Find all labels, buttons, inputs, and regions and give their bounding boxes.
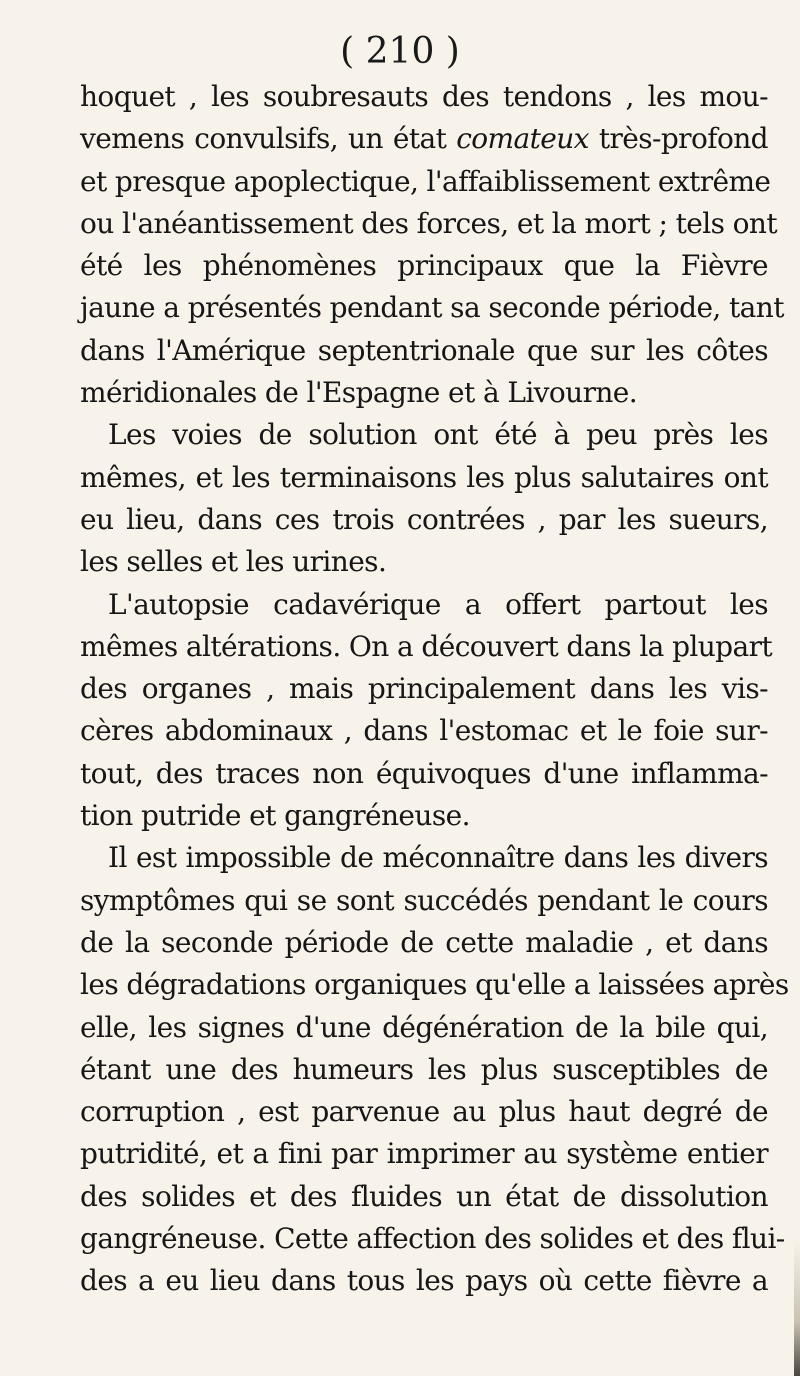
text-line: étant une des humeurs les plus susceptibles de (80, 1052, 768, 1086)
paragraph-start-line: Les voies de solution ont été à peu près les (108, 418, 768, 452)
text-line: ou l'anéantissement des forces, et la mort ; tels ont (80, 206, 778, 240)
paragraph-end-line: les selles et les urines. (80, 545, 387, 579)
italic-term: comateux (456, 122, 589, 156)
text-line: des organes , mais principalement dans les vis- (80, 672, 768, 706)
text-line: cères abdominaux , dans l'estomac et le foie sur- (80, 714, 768, 748)
text-line: elle, les signes d'une dégénération de la bile qui, (80, 1010, 768, 1044)
page-edge-shadow (794, 1240, 800, 1376)
paragraph-start-line: Il est impossible de méconnaître dans les divers (108, 841, 768, 875)
body-text (80, 76, 789, 1303)
text-line: gangréneuse. Cette affection des solides et des flui- (80, 1222, 785, 1256)
page-number: ( 210 ) (340, 31, 460, 72)
text-line: putridité, et a fini par imprimer au système entier (80, 1137, 768, 1171)
text-line: corruption , est parvenue au plus haut degré de (80, 1095, 768, 1129)
text-line: des a eu lieu dans tous les pays où cette fièvre a (80, 1264, 768, 1298)
text-line (80, 118, 768, 160)
text-line: les dégradations organiques qu'elle a laissées après (80, 968, 789, 1002)
text-line: mêmes, et les terminaisons les plus salutaires ont (80, 460, 768, 494)
text-line: de la seconde période de cette maladie , et dans (80, 925, 768, 959)
text-line: symptômes qui se sont succédés pendant le cours (80, 883, 768, 917)
text-line: eu lieu, dans ces trois contrées , par les sueurs, (80, 502, 768, 536)
text-segment: très-profond (588, 122, 769, 156)
text-line: hoquet , les soubresauts des tendons , les mou- (80, 80, 768, 113)
text-line: mêmes altérations. On a découvert dans la plupart (80, 629, 773, 663)
text-line: jaune a présentés pendant sa seconde période, tant (80, 291, 784, 325)
paragraph-end-line: tion putride et gangréneuse. (80, 799, 470, 833)
text-line: dans l'Amérique septentrionale que sur les côtes (80, 333, 768, 367)
text-line: tout, des traces non équivoques d'une inflamma- (80, 756, 768, 790)
paragraph-end-line: méridionales de l'Espagne et à Livourne. (80, 376, 638, 410)
text-line: et presque apoplectique, l'affaiblissement extrême (80, 164, 771, 198)
text-line: été les phénomènes principaux que la Fièvre (80, 249, 768, 283)
text-line: des solides et des fluides un état de dissolution (80, 1179, 768, 1213)
text-segment: vemens convulsifs, un état (80, 122, 457, 156)
paragraph-start-line: L'autopsie cadavérique a offert partout les (108, 587, 768, 621)
